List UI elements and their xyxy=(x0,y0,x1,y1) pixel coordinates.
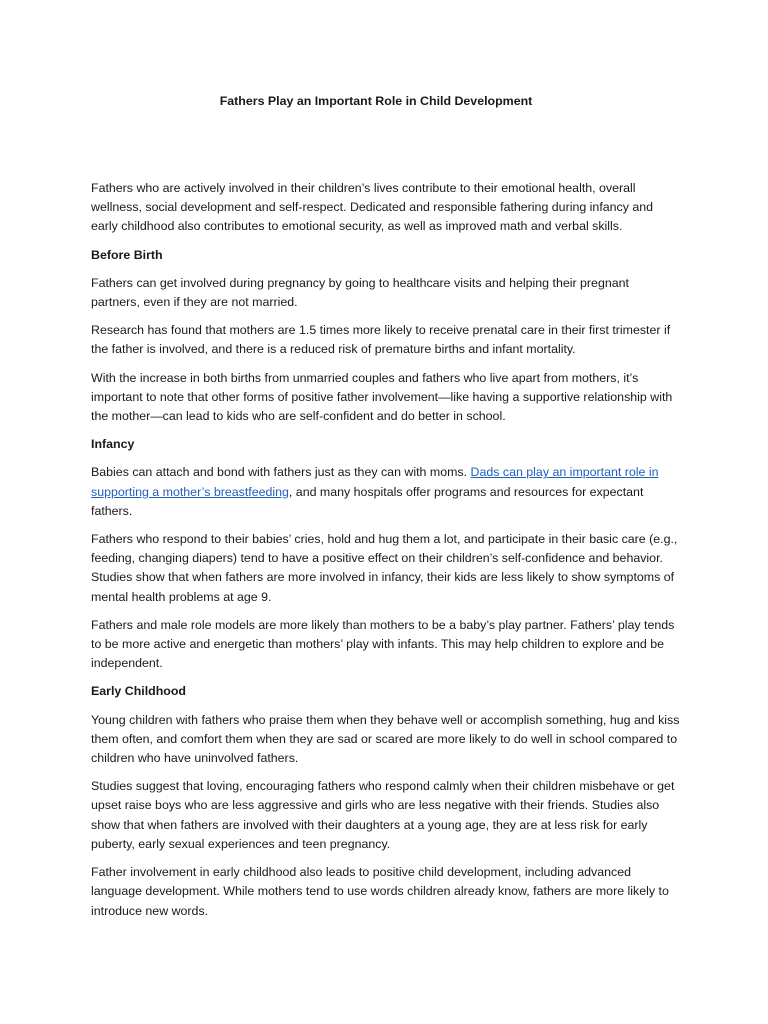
intro-paragraph: Fathers who are actively involved in their children’s lives contribute to their emotional health, overall wellness, social development and self-respect. Dedicated and responsible fathering during infancy and early childhood also contributes to emotional security, as well as improved math and verbal skills. xyxy=(91,181,654,234)
infancy-paragraph-2: Fathers who respond to their babies’ cries, hold and hug them a lot, and participate in their basic care (e.g., feeding, changing diapers) tend to have a positive effect on their children’s self-confidence and behavior. Studies show that when fathers are more involved in infancy, their kids are less likely to show symptoms of mental health problems at age 9. xyxy=(91,532,678,604)
section-heading-early-childhood: Early Childhood xyxy=(91,684,186,699)
early-childhood-paragraph-1: Young children with fathers who praise them when they behave well or accomplish something, hug and kiss them often, and comfort them when they are sad or scared are more likely to do well in school compared to children who have uninvolved fathers. xyxy=(91,712,680,766)
infancy-paragraph-1-tail: , and many hospitals offer programs and resources for expectant fathers. xyxy=(91,484,644,518)
breastfeeding-support-link[interactable]: Dads can play an important role in supporting a mother’s breastfeeding xyxy=(91,465,659,499)
infancy-paragraph-1-lead: Babies can attach and bond with fathers just as they can with moms. xyxy=(91,465,471,480)
section-heading-before-birth: Before Birth xyxy=(91,247,163,262)
section-heading-infancy: Infancy xyxy=(91,437,135,452)
early-childhood-paragraph-2: Studies suggest that loving, encouraging fathers who respond calmly when their children misbehave or get upset raise boys who are less aggressive and girls who are less negative with their friends. Studies also show that when fathers are involved with their daughters at a young age, they are at less risk for early puberty, early sexual experiences and teen pregnancy. xyxy=(91,779,675,851)
infancy-paragraph-1 xyxy=(91,463,681,521)
document-body xyxy=(91,179,681,930)
infancy-paragraph-3: Fathers and male role models are more likely than mothers to be a baby’s play partner. Fathers’ play tends to be more active and energetic than mothers’ play with infants. This may help children to explore and be independent. xyxy=(91,617,675,671)
early-childhood-paragraph-3: Father involvement in early childhood also leads to positive child development, including advanced language development. While mothers tend to use words children already know, fathers are more likely to introduce new words. xyxy=(91,865,669,918)
document-title: Fathers Play an Important Role in Child Development xyxy=(219,94,533,108)
before-birth-paragraph-1: Fathers can get involved during pregnancy by going to healthcare visits and helping their pregnant partners, even if they are not married. xyxy=(91,275,629,310)
before-birth-paragraph-3: With the increase in both births from unmarried couples and fathers who live apart from mothers, it’s important to note that other forms of positive father involvement—like having a supportive relationship with the mother—can lead to kids who are self-confident and do better in school. xyxy=(91,370,673,424)
before-birth-paragraph-2: Research has found that mothers are 1.5 times more likely to receive prenatal care in their first trimester if the father is involved, and there is a reduced risk of premature births and infant mortality. xyxy=(91,323,671,357)
